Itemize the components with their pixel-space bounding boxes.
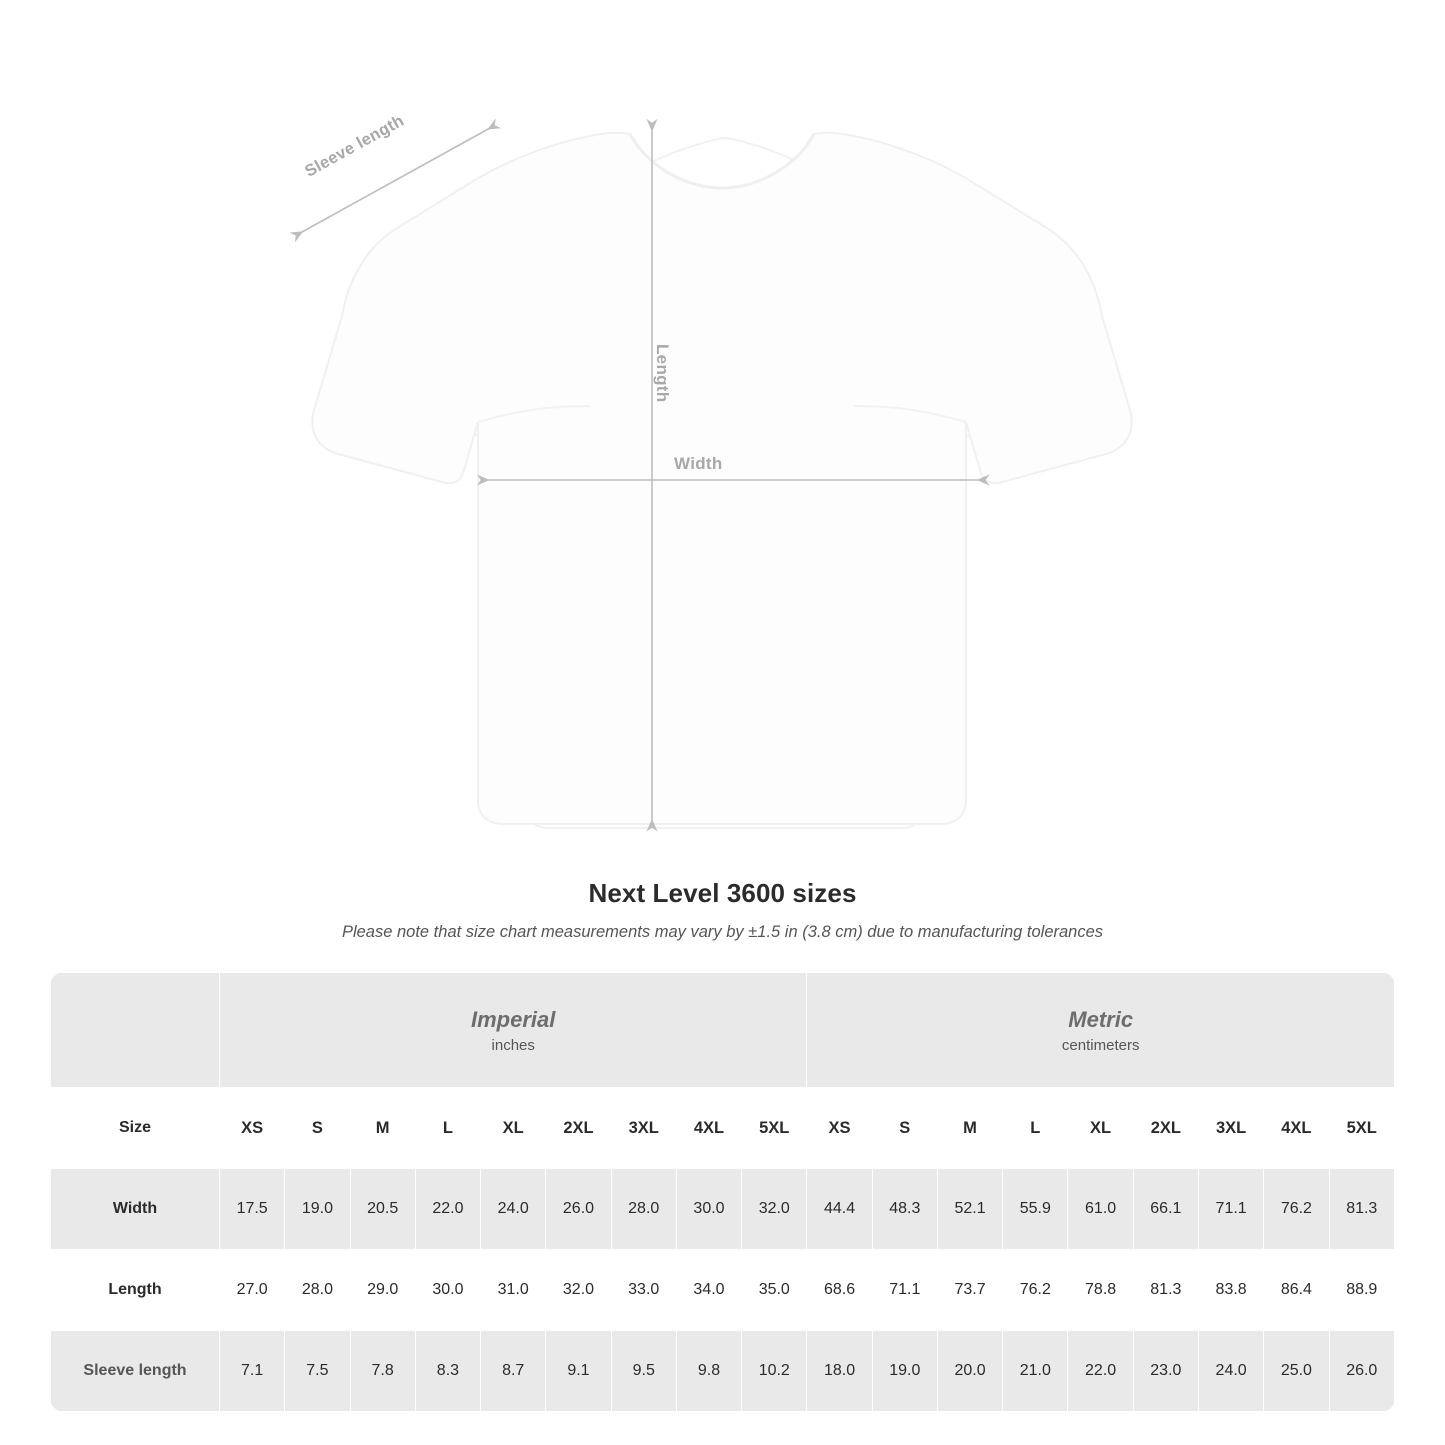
width-metric-3xl: 71.1 <box>1198 1169 1263 1250</box>
length-metric-3xl: 83.8 <box>1198 1250 1263 1331</box>
system-header-imperial <box>220 973 807 1088</box>
length-imperial-l: 30.0 <box>415 1250 480 1331</box>
size-metric-m: M <box>937 1088 1002 1169</box>
length-metric-4xl: 86.4 <box>1264 1250 1329 1331</box>
sleeve-metric-l: 21.0 <box>1003 1331 1068 1412</box>
length-imperial-m: 29.0 <box>350 1250 415 1331</box>
size-metric-s: S <box>872 1088 937 1169</box>
system-name-imperial: Imperial <box>471 1006 556 1032</box>
width-metric-s: 48.3 <box>872 1169 937 1250</box>
sleeve-imperial-4xl: 9.8 <box>676 1331 741 1412</box>
sleeve-imperial-xs: 7.1 <box>220 1331 285 1412</box>
size-imperial-4xl: 4XL <box>676 1088 741 1169</box>
sleeve-imperial-m: 7.8 <box>350 1331 415 1412</box>
row-label-width: Width <box>51 1169 220 1250</box>
width-metric-4xl: 76.2 <box>1264 1169 1329 1250</box>
size-metric-3xl: 3XL <box>1198 1088 1263 1169</box>
size-imperial-xs: XS <box>220 1088 285 1169</box>
size-imperial-s: S <box>285 1088 350 1169</box>
size-metric-xl: XL <box>1068 1088 1133 1169</box>
length-metric-l: 76.2 <box>1003 1250 1068 1331</box>
sleeve-imperial-s: 7.5 <box>285 1331 350 1412</box>
sleeve-imperial-2xl: 9.1 <box>546 1331 611 1412</box>
row-label-length: Length <box>51 1250 220 1331</box>
length-dimension-label: Length <box>653 344 672 403</box>
width-metric-m: 52.1 <box>937 1169 1002 1250</box>
tolerance-note: Please note that size chart measurements may vary by ±1.5 in (3.8 cm) due to manufacturing tolerances <box>341 923 1104 941</box>
width-imperial-5xl: 32.0 <box>742 1169 807 1250</box>
table-system-header-row <box>51 973 1395 1088</box>
width-metric-l: 55.9 <box>1003 1169 1068 1250</box>
size-metric-5xl: 5XL <box>1329 1088 1394 1169</box>
system-unit-metric: centimeters <box>1061 1037 1140 1055</box>
sleeve-length-dimension-label: Sleeve length <box>302 111 408 181</box>
size-imperial-3xl: 3XL <box>611 1088 676 1169</box>
length-imperial-2xl: 32.0 <box>546 1250 611 1331</box>
sleeve-imperial-l: 8.3 <box>415 1331 480 1412</box>
sleeve-metric-m: 20.0 <box>937 1331 1002 1412</box>
length-imperial-xs: 27.0 <box>220 1250 285 1331</box>
tshirt-diagram <box>290 110 1160 840</box>
table-row-length <box>51 1250 1395 1331</box>
length-metric-xs: 68.6 <box>807 1250 872 1331</box>
sleeve-metric-5xl: 26.0 <box>1329 1331 1394 1412</box>
width-imperial-s: 19.0 <box>285 1169 350 1250</box>
length-imperial-4xl: 34.0 <box>676 1250 741 1331</box>
width-imperial-3xl: 28.0 <box>611 1169 676 1250</box>
length-metric-xl: 78.8 <box>1068 1250 1133 1331</box>
width-imperial-4xl: 30.0 <box>676 1169 741 1250</box>
width-imperial-xs: 17.5 <box>220 1169 285 1250</box>
title-block <box>0 878 1445 942</box>
width-metric-xl: 61.0 <box>1068 1169 1133 1250</box>
sleeve-metric-2xl: 23.0 <box>1133 1331 1198 1412</box>
row-label-size: Size <box>51 1088 220 1169</box>
length-imperial-s: 28.0 <box>285 1250 350 1331</box>
width-metric-2xl: 66.1 <box>1133 1169 1198 1250</box>
length-imperial-xl: 31.0 <box>481 1250 546 1331</box>
size-metric-xs: XS <box>807 1088 872 1169</box>
size-imperial-m: M <box>350 1088 415 1169</box>
sleeve-metric-3xl: 24.0 <box>1198 1331 1263 1412</box>
length-imperial-5xl: 35.0 <box>742 1250 807 1331</box>
size-table <box>50 972 1395 1412</box>
size-imperial-5xl: 5XL <box>742 1088 807 1169</box>
length-metric-5xl: 88.9 <box>1329 1250 1394 1331</box>
width-dimension-label: Width <box>674 454 723 473</box>
sleeve-metric-s: 19.0 <box>872 1331 937 1412</box>
table-row-sleeve-length <box>51 1331 1395 1412</box>
width-imperial-2xl: 26.0 <box>546 1169 611 1250</box>
length-metric-2xl: 81.3 <box>1133 1250 1198 1331</box>
length-metric-m: 73.7 <box>937 1250 1002 1331</box>
length-imperial-3xl: 33.0 <box>611 1250 676 1331</box>
system-header-empty <box>51 973 220 1088</box>
size-metric-4xl: 4XL <box>1264 1088 1329 1169</box>
system-header-metric <box>807 973 1395 1088</box>
size-metric-2xl: 2XL <box>1133 1088 1198 1169</box>
width-imperial-xl: 24.0 <box>481 1169 546 1250</box>
sleeve-imperial-xl: 8.7 <box>481 1331 546 1412</box>
width-metric-xs: 44.4 <box>807 1169 872 1250</box>
width-imperial-l: 22.0 <box>415 1169 480 1250</box>
size-table-wrapper <box>50 972 1395 1412</box>
size-metric-l: L <box>1003 1088 1068 1169</box>
row-label-sleeve-length: Sleeve length <box>51 1331 220 1412</box>
sleeve-imperial-5xl: 10.2 <box>742 1331 807 1412</box>
tshirt-icon <box>290 110 1160 840</box>
length-metric-s: 71.1 <box>872 1250 937 1331</box>
width-imperial-m: 20.5 <box>350 1169 415 1250</box>
table-row-size <box>51 1088 1395 1169</box>
table-row-width <box>51 1169 1395 1250</box>
width-metric-5xl: 81.3 <box>1329 1169 1394 1250</box>
size-imperial-l: L <box>415 1088 480 1169</box>
sleeve-metric-4xl: 25.0 <box>1264 1331 1329 1412</box>
sleeve-metric-xl: 22.0 <box>1068 1331 1133 1412</box>
system-unit-imperial: inches <box>491 1037 535 1055</box>
size-imperial-2xl: 2XL <box>546 1088 611 1169</box>
page-title: Next Level 3600 sizes <box>588 878 857 908</box>
sleeve-metric-xs: 18.0 <box>807 1331 872 1412</box>
size-imperial-xl: XL <box>481 1088 546 1169</box>
sleeve-imperial-3xl: 9.5 <box>611 1331 676 1412</box>
system-name-metric: Metric <box>1068 1006 1134 1032</box>
